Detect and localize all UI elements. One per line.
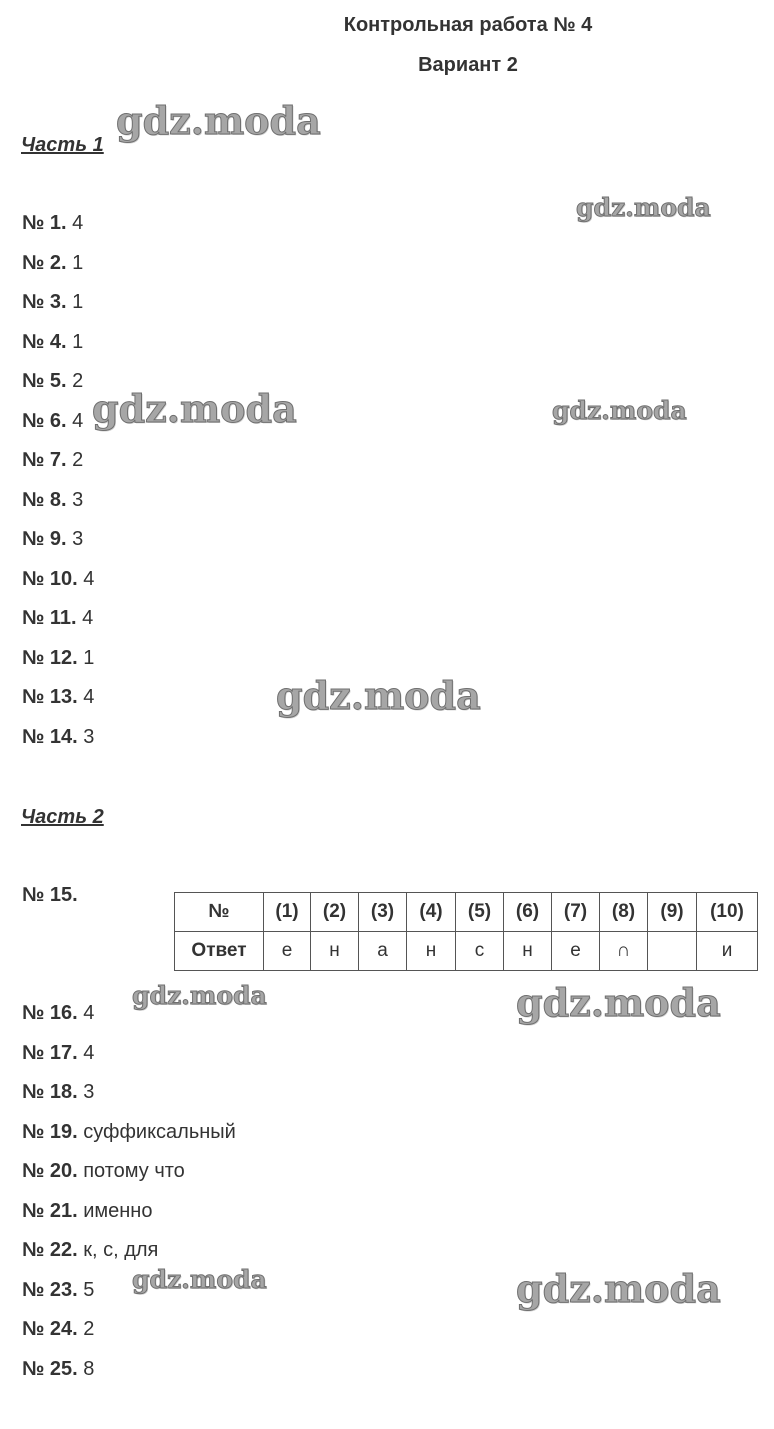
answer-item <box>22 520 94 560</box>
answer-item <box>22 402 94 442</box>
answer-item <box>22 441 94 481</box>
watermark-logo: gdz.moda <box>516 1266 721 1311</box>
watermark-logo: gdz.moda <box>576 193 711 222</box>
item-number: № 10. <box>22 567 78 590</box>
item-number: № 23. <box>22 1278 78 1301</box>
answer-item <box>22 283 94 323</box>
table-cell: н <box>407 932 456 971</box>
table-cell: и <box>697 932 758 971</box>
table-header-cell: (3) <box>359 893 407 932</box>
table-cell: е <box>264 932 311 971</box>
table-cell: а <box>359 932 407 971</box>
item-answer: 3 <box>83 725 95 748</box>
item-answer: 1 <box>72 291 84 313</box>
part2-heading: Часть 2 <box>21 806 104 828</box>
item-answer: 4 <box>72 212 84 234</box>
item-answer: потому что <box>83 1160 185 1182</box>
item-number: № 2. <box>22 251 67 274</box>
item-answer: 8 <box>83 1357 95 1380</box>
answer-item <box>22 362 94 402</box>
item-number: № 1. <box>22 212 67 234</box>
table-header-cell: (5) <box>456 893 504 932</box>
table-cell: ∩ <box>600 932 648 971</box>
item-answer: 1 <box>72 251 84 274</box>
table-header-cell: (8) <box>600 893 648 932</box>
watermark-logo: gdz.moda <box>132 1265 267 1294</box>
watermark-logo: gdz.moda <box>132 981 267 1010</box>
item-number: № 4. <box>22 330 67 353</box>
item-number: № 22. <box>22 1239 78 1261</box>
answer-item <box>22 599 94 639</box>
item-number: № 11. <box>22 607 77 629</box>
item-number: № 13. <box>22 686 78 708</box>
item-answer: 4 <box>72 409 84 432</box>
item-number: № 24. <box>22 1318 78 1340</box>
watermark-logo: gdz.moda <box>552 396 687 425</box>
table-header-cell: (10) <box>697 893 758 932</box>
table-cell: н <box>311 932 359 971</box>
item-number: № 16. <box>22 1002 78 1024</box>
watermark-logo: gdz.moda <box>92 386 297 431</box>
answer-item <box>22 1034 236 1074</box>
item-number: № 9. <box>22 528 67 550</box>
item-answer: 4 <box>83 567 95 590</box>
item-number: № 21. <box>22 1199 78 1222</box>
item-number: № 3. <box>22 291 67 313</box>
table-header-row <box>175 893 758 932</box>
answer-item <box>22 1152 236 1192</box>
item-number: № 6. <box>22 409 67 432</box>
answer-item <box>22 1192 236 1232</box>
answer-item <box>22 1113 236 1153</box>
part1-answer-list <box>22 204 94 757</box>
item-number: № 19. <box>22 1120 78 1143</box>
table-cell: н <box>504 932 552 971</box>
answer-item <box>22 718 94 758</box>
table-header-cell: (2) <box>311 893 359 932</box>
item-answer: 2 <box>83 1318 95 1340</box>
table-answer-row <box>175 932 758 971</box>
item-number: № 25. <box>22 1357 78 1380</box>
item-answer: к, с, для <box>83 1239 159 1261</box>
answer-item <box>22 244 94 284</box>
answer-item <box>22 1310 236 1350</box>
item-answer: 3 <box>83 1081 95 1103</box>
item-answer: 4 <box>83 1041 95 1064</box>
item-number: № 7. <box>22 449 67 471</box>
item-answer: 3 <box>72 528 84 550</box>
item-number: № 8. <box>22 488 67 511</box>
item-answer: 2 <box>72 370 84 392</box>
question-15-number: № 15. <box>22 884 78 906</box>
table-row-label: Ответ <box>175 932 264 971</box>
item-number: № 20. <box>22 1160 78 1182</box>
item-answer: 2 <box>72 449 84 471</box>
item-answer: 5 <box>83 1278 95 1301</box>
answer-item <box>22 1350 236 1390</box>
item-number: № 5. <box>22 370 67 392</box>
answer-item <box>22 204 94 244</box>
item-answer: 1 <box>72 330 84 353</box>
item-number: № 18. <box>22 1081 78 1103</box>
item-number: № 12. <box>22 646 78 669</box>
table-header-cell: (7) <box>552 893 600 932</box>
item-answer: именно <box>83 1199 153 1222</box>
item-answer: 4 <box>82 607 94 629</box>
item-answer: 1 <box>83 646 95 669</box>
table-cell: е <box>552 932 600 971</box>
answer-item <box>22 481 94 521</box>
answer-item <box>22 1073 236 1113</box>
part2-answer-list <box>22 994 236 1389</box>
table-cell <box>648 932 697 971</box>
item-answer: 4 <box>83 686 95 708</box>
item-number: № 17. <box>22 1041 78 1064</box>
table-header-cell: (1) <box>264 893 311 932</box>
item-answer: 4 <box>83 1002 95 1024</box>
variant-subtitle: Вариант 2 <box>418 54 518 76</box>
item-answer: суффиксальный <box>83 1120 236 1143</box>
item-number: № 14. <box>22 725 78 748</box>
answer-item <box>22 560 94 600</box>
answer-item <box>22 323 94 363</box>
question-15-answer-table <box>174 892 758 971</box>
table-header-cell: № <box>175 893 264 932</box>
table-cell: с <box>456 932 504 971</box>
page-title: Контрольная работа № 4 <box>343 14 593 36</box>
table-header-cell: (6) <box>504 893 552 932</box>
part1-heading: Часть 1 <box>21 134 104 156</box>
watermark-logo: gdz.moda <box>516 980 721 1025</box>
table-header-cell: (4) <box>407 893 456 932</box>
watermark-logo: gdz.moda <box>276 673 481 718</box>
answer-item <box>22 639 94 679</box>
answer-item <box>22 678 94 718</box>
table-header-cell: (9) <box>648 893 697 932</box>
item-answer: 3 <box>72 488 84 511</box>
watermark-logo: gdz.moda <box>116 98 321 143</box>
